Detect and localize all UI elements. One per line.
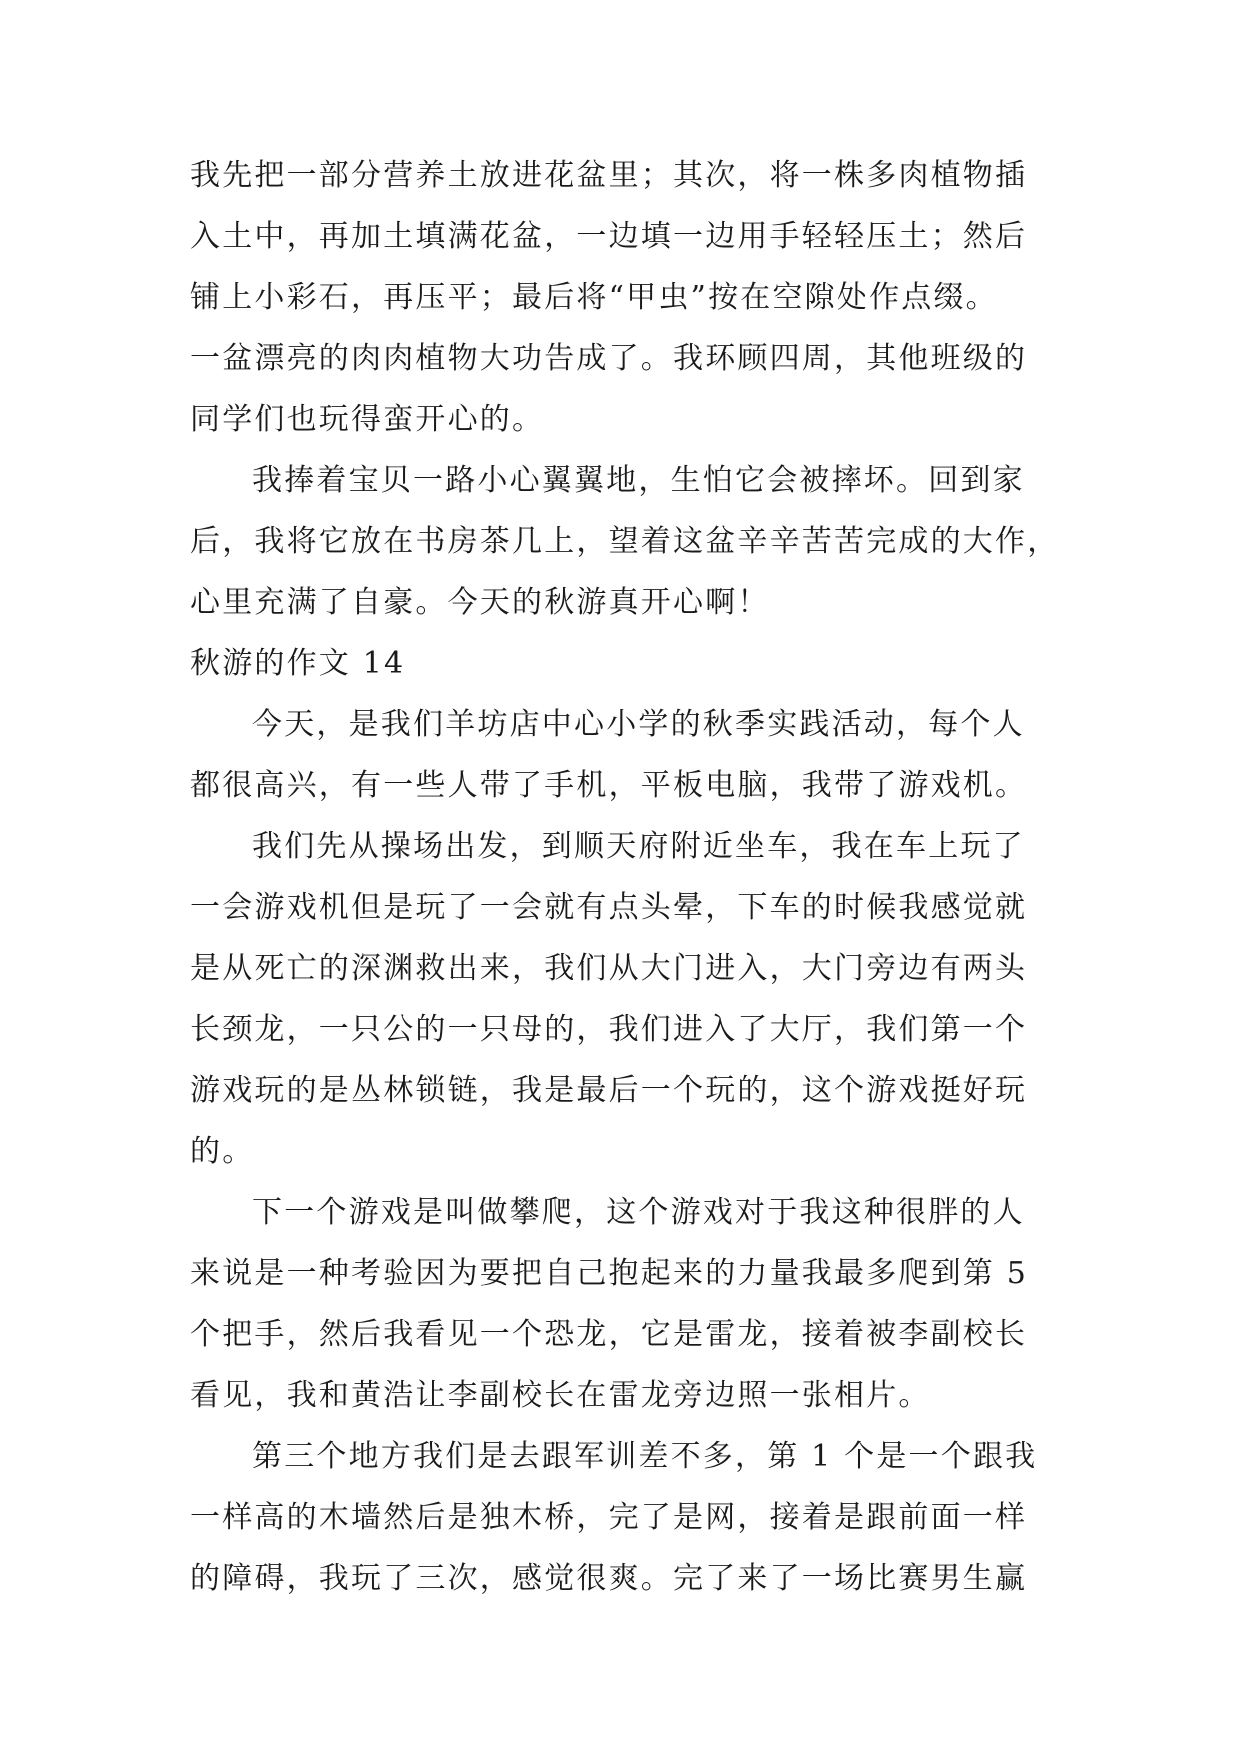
text-line: 入土中，再加土填满花盆，一边填一边用手轻轻压土；然后 (190, 219, 1028, 254)
text-line: 铺上小彩石，再压平；最后将“甲虫”按在空隙处作点缀。 (190, 280, 998, 315)
text-line: 个把手，然后我看见一个恐龙，它是雷龙，接着被李副校长 (190, 1317, 1028, 1352)
text-line: 我们先从操场出发，到顺天府附近坐车，我在车上玩了 (252, 829, 1025, 864)
text-line: 是从死亡的深渊救出来，我们从大门进入，大门旁边有两头 (190, 951, 1028, 986)
text-line: 心里充满了自豪。今天的秋游真开心啊！ (190, 585, 770, 620)
text-line: 看见，我和黄浩让李副校长在雷龙旁边照一张相片。 (190, 1378, 931, 1413)
text-line: 长颈龙，一只公的一只母的，我们进入了大厅，我们第一个 (190, 1012, 1028, 1047)
text-line: 我捧着宝贝一路小心翼翼地，生怕它会被摔坏。回到家 (252, 463, 1025, 498)
text-line: 游戏玩的是丛林锁链，我是最后一个玩的，这个游戏挺好玩 (190, 1073, 1028, 1108)
text-line: 今天，是我们羊坊店中心小学的秋季实践活动，每个人 (252, 707, 1025, 742)
text-line: 我先把一部分营养土放进花盆里；其次，将一株多肉植物插 (190, 158, 1028, 193)
text-line: 第三个地方我们是去跟军训差不多，第 1 个是一个跟我 (252, 1439, 1038, 1474)
paragraph (190, 450, 1070, 633)
paragraph (190, 1182, 1070, 1426)
text-line: 来说是一种考验因为要把自己抱起来的力量我最多爬到第 5 (190, 1256, 1029, 1291)
text-line: 的障碍，我玩了三次，感觉很爽。完了来了一场比赛男生赢 (190, 1561, 1028, 1596)
essay-heading: 秋游的作文 14 (190, 646, 406, 681)
text-line: 一会游戏机但是玩了一会就有点头晕，下车的时候我感觉就 (190, 890, 1028, 925)
document-body (190, 145, 1070, 1609)
text-line: 一样高的木墙然后是独木桥，完了是网，接着是跟前面一样 (190, 1500, 1028, 1535)
text-line: 一盆漂亮的肉肉植物大功告成了。我环顾四周，其他班级的 (190, 341, 1028, 376)
paragraph-continued (190, 145, 1070, 450)
text-line: 下一个游戏是叫做攀爬，这个游戏对于我这种很胖的人 (252, 1195, 1025, 1230)
text-line: 同学们也玩得蛮开心的。 (190, 402, 545, 437)
paragraph (190, 1426, 1070, 1609)
text-line: 后，我将它放在书房茶几上，望着这盆辛辛苦苦完成的大作， (190, 524, 1060, 559)
paragraph (190, 694, 1070, 816)
text-line: 的。 (190, 1134, 255, 1169)
paragraph (190, 816, 1070, 1182)
text-line: 都很高兴，有一些人带了手机，平板电脑，我带了游戏机。 (190, 768, 1028, 803)
